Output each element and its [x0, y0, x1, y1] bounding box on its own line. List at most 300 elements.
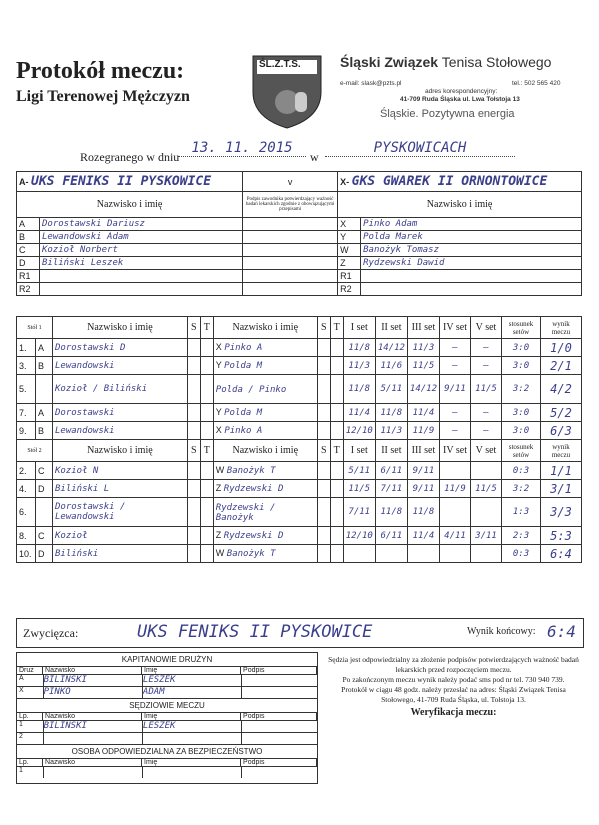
game-set-5: – [471, 357, 502, 375]
game-player-left: Dorostawski D [53, 339, 188, 357]
safety-title: OSOBA ODPOWIEDZIALNA ZA BEZPIECZEŃSTWO [17, 744, 317, 758]
game-t-left [200, 422, 213, 440]
games-table [16, 316, 582, 563]
game-set-2: 5/11 [375, 375, 407, 404]
games-col-12: stosunek setów [502, 317, 541, 339]
game-set-4 [440, 545, 471, 563]
game-player-left: Dorostawski [53, 404, 188, 422]
games-col-2: S [187, 440, 200, 462]
officials-row [17, 686, 317, 698]
game-code-left: C [36, 527, 53, 545]
game-t-left [200, 498, 213, 527]
game-code-right: W [215, 465, 227, 475]
game-set-3: 11/8 [407, 498, 439, 527]
game-player-left: Lewandowski [53, 422, 188, 440]
game-no: 1. [17, 339, 36, 357]
player-row [17, 218, 582, 231]
game-s-left [187, 404, 200, 422]
game-s-left [187, 498, 200, 527]
officials-header [17, 666, 317, 674]
game-player-right-name: Banożyk T [226, 466, 276, 476]
officials-sign [242, 687, 317, 698]
game-s-left [187, 462, 200, 480]
game-set-4: – [440, 357, 471, 375]
email: e-mail: slask@pzts.pl [340, 80, 402, 87]
game-set-4 [440, 498, 471, 527]
game-set-1: 11/8 [343, 339, 375, 357]
games-col-3: T [200, 317, 213, 339]
game-t-left [200, 462, 213, 480]
player-row [17, 257, 582, 270]
game-result: 1/0 [541, 339, 582, 357]
game-s-right [317, 462, 330, 480]
team-x-cell [338, 172, 582, 192]
game-ratio: 3:0 [502, 339, 541, 357]
officials-key: A [17, 675, 44, 686]
game-set-1: 11/8 [343, 375, 375, 404]
player-name-right [361, 283, 582, 296]
game-set-5: – [471, 404, 502, 422]
player-code-left: R1 [17, 270, 40, 283]
games-col-7: I set [343, 440, 375, 462]
officials-col-1: Nazwisko [43, 759, 142, 766]
teams-table [16, 171, 582, 296]
match-date: 13. 11. 2015 [178, 140, 306, 157]
games-header [17, 317, 582, 339]
game-set-3: 11/4 [407, 404, 439, 422]
officials-sign [242, 733, 317, 744]
game-result: 5:3 [541, 527, 582, 545]
player-sign-left [243, 244, 338, 257]
logo-text: ŚL.Z.T.S. [259, 59, 301, 70]
game-player-left: Dorostawski / Lewandowski [53, 498, 188, 527]
game-set-5: – [471, 422, 502, 440]
game-t-right [330, 357, 343, 375]
games-col-0: Stół 1 [17, 317, 53, 339]
game-code-left: A [36, 404, 53, 422]
game-player-right [213, 339, 317, 357]
game-s-right [317, 480, 330, 498]
match-place: PYSKOWICACH [325, 140, 515, 157]
officials-name: ADAM [143, 687, 242, 698]
game-t-left [200, 545, 213, 563]
officials-col-0: Lp. [17, 759, 43, 766]
game-result: 3/1 [541, 480, 582, 498]
games-col-9: III set [407, 440, 439, 462]
game-t-right [330, 498, 343, 527]
game-set-5: – [471, 339, 502, 357]
game-set-5: 11/5 [471, 480, 502, 498]
player-name-right [361, 270, 582, 283]
game-set-2: 11/8 [375, 498, 407, 527]
games-col-4: Nazwisko i imię [213, 317, 317, 339]
game-result: 2/1 [541, 357, 582, 375]
game-s-left [187, 527, 200, 545]
game-set-1: 11/4 [343, 404, 375, 422]
game-set-5 [471, 462, 502, 480]
player-code-right: Z [338, 257, 361, 270]
game-result: 5/2 [541, 404, 582, 422]
player-name-left: Biliński Leszek [40, 257, 243, 270]
game-s-left [187, 375, 200, 404]
officials-col-1: Nazwisko [43, 713, 142, 720]
verify-label: Weryfikacja meczu: [410, 707, 497, 718]
game-player-left: Kozioł / Biliński [53, 375, 188, 404]
games-col-13: wynik meczu [541, 317, 582, 339]
player-row [17, 231, 582, 244]
game-no: 4. [17, 480, 36, 498]
team-x-label: X- [340, 177, 350, 187]
referee-title: SĘDZIOWIE MECZU [17, 698, 317, 712]
game-code-left: D [36, 545, 53, 563]
player-name-right: Pinko Adam [361, 218, 582, 231]
games-col-12: stosunek setów [502, 440, 541, 462]
game-set-3: 9/11 [407, 462, 439, 480]
game-player-right-name: Polda M [224, 408, 263, 418]
game-result: 1/1 [541, 462, 582, 480]
officials-sign [242, 721, 317, 732]
game-result: 3/3 [541, 498, 582, 527]
captains-title: KAPITANOWIE DRUŻYN [121, 655, 213, 664]
winner-label: Zwycięzca: [23, 626, 79, 640]
game-set-3: 11/3 [407, 339, 439, 357]
player-name-left: Lewandowski Adam [40, 231, 243, 244]
games-col-4: Nazwisko i imię [213, 440, 317, 462]
game-t-right [330, 545, 343, 563]
officials-name: LESZEK [143, 721, 242, 732]
game-set-1: 11/3 [343, 357, 375, 375]
officials-header [17, 758, 317, 766]
officials-key: 1 [17, 767, 44, 778]
slogan: Śląskie. Pozytywna energia [380, 108, 515, 120]
page-title: Protokół meczu: [16, 58, 185, 84]
player-name-left: Kozioł Norbert [40, 244, 243, 257]
player-code-right: R2 [338, 283, 361, 296]
game-ratio: 3:2 [502, 375, 541, 404]
game-code-left: A [36, 339, 53, 357]
game-result: 4/2 [541, 375, 582, 404]
game-row [17, 422, 582, 440]
game-code-left [36, 498, 53, 527]
game-t-right [330, 375, 343, 404]
officials-name [143, 733, 242, 744]
game-t-right [330, 422, 343, 440]
org-name [340, 54, 551, 70]
player-code-left: A [17, 218, 40, 231]
game-player-right-name: Polda M [224, 361, 263, 371]
game-player-left: Kozioł [53, 527, 188, 545]
player-sign-left [243, 257, 338, 270]
game-row [17, 375, 582, 404]
game-code-right: X [215, 425, 225, 435]
game-set-4: – [440, 404, 471, 422]
game-ratio: 3:0 [502, 422, 541, 440]
game-player-right-name: Rydzewski D [223, 484, 284, 494]
game-result: 6:4 [541, 545, 582, 563]
game-set-2: 6/11 [375, 462, 407, 480]
game-t-left [200, 357, 213, 375]
player-name-right: Banożyk Tomasz [361, 244, 582, 257]
game-code-right: Y [215, 407, 225, 417]
game-code-right: Y [215, 360, 225, 370]
games-header [17, 440, 582, 462]
game-t-right [330, 527, 343, 545]
game-no: 9. [17, 422, 36, 440]
game-set-3: 14/12 [407, 375, 439, 404]
game-player-right-name: Banożyk T [226, 549, 276, 559]
name-header-left: Nazwisko i imię [17, 192, 243, 218]
game-set-4: 9/11 [440, 375, 471, 404]
game-s-right [317, 498, 330, 527]
games-col-11: V set [471, 440, 502, 462]
game-row [17, 498, 582, 527]
games-col-1: Nazwisko i imię [53, 317, 188, 339]
player-code-right: R1 [338, 270, 361, 283]
player-row [17, 244, 582, 257]
sign-header-left: Podpis zawodnika potwierdzający ważność badań lekarskich zgodnie z obowiązującymi przepisami [243, 192, 338, 218]
game-player-right [213, 498, 317, 527]
game-player-right [213, 357, 317, 375]
game-t-left [200, 339, 213, 357]
game-set-1: 5/11 [343, 462, 375, 480]
player-sign-left [243, 283, 338, 296]
safety-rows [17, 758, 317, 778]
team-a-name: UKS FENIKS II PYSKOWICE [31, 174, 212, 189]
vs-cell: v [243, 172, 338, 192]
player-code-right: X [338, 218, 361, 231]
game-no: 8. [17, 527, 36, 545]
game-code-right: W [215, 548, 227, 558]
games-col-7: I set [343, 317, 375, 339]
game-set-4: 4/11 [440, 527, 471, 545]
game-s-right [317, 375, 330, 404]
games-col-13: wynik meczu [541, 440, 582, 462]
game-ratio: 1:3 [502, 498, 541, 527]
player-name-right: Polda Marek [361, 231, 582, 244]
game-t-left [200, 375, 213, 404]
game-set-2: 11/8 [375, 404, 407, 422]
player-code-right: Y [338, 231, 361, 244]
game-s-right [317, 545, 330, 563]
game-player-right [213, 480, 317, 498]
game-player-right [213, 545, 317, 563]
game-set-3: 11/5 [407, 357, 439, 375]
addr: 41-709 Ruda Śląska ul. Lwa Tołstoja 13 [400, 96, 520, 103]
game-ratio: 2:3 [502, 527, 541, 545]
player-name-left: Dorostawski Dariusz [40, 218, 243, 231]
player-code-left: R2 [17, 283, 40, 296]
game-set-1: 11/5 [343, 480, 375, 498]
game-ratio: 3:2 [502, 480, 541, 498]
game-row [17, 545, 582, 563]
game-player-left: Lewandowski [53, 357, 188, 375]
game-set-2: 7/11 [375, 480, 407, 498]
games-col-6: T [330, 440, 343, 462]
game-s-right [317, 404, 330, 422]
player-row [17, 270, 582, 283]
game-set-2: 11/6 [375, 357, 407, 375]
game-t-left [200, 527, 213, 545]
captains-rows [17, 666, 317, 698]
game-player-right [213, 462, 317, 480]
game-s-left [187, 339, 200, 357]
officials-sign [242, 767, 317, 778]
officials-surname [44, 767, 143, 778]
game-s-left [187, 357, 200, 375]
game-ratio: 0:3 [502, 545, 541, 563]
game-player-right [213, 422, 317, 440]
officials-col-3: Podpis [241, 713, 317, 720]
officials-col-2: Imię [142, 713, 241, 720]
game-code-left [36, 375, 53, 404]
game-player-right-name: Pinko A [224, 426, 263, 436]
game-no: 5. [17, 375, 36, 404]
game-set-4 [440, 462, 471, 480]
player-row [17, 283, 582, 296]
name-header-right: Nazwisko i imię [338, 192, 582, 218]
game-player-right [213, 375, 317, 404]
game-set-2: 6/11 [375, 527, 407, 545]
games-col-6: T [330, 317, 343, 339]
game-no: 10. [17, 545, 36, 563]
game-t-left [200, 480, 213, 498]
game-player-right-name: Polda / Pinko [215, 384, 287, 395]
games-col-5: S [317, 440, 330, 462]
game-set-4: – [440, 339, 471, 357]
game-player-right-name: Pinko A [224, 343, 263, 353]
org-name-b: Tenisa Stołowego [441, 54, 552, 70]
player-name-left [40, 270, 243, 283]
game-player-left: Biliński L [53, 480, 188, 498]
game-s-right [317, 357, 330, 375]
game-s-left [187, 422, 200, 440]
game-set-2 [375, 545, 407, 563]
game-set-5: 3/11 [471, 527, 502, 545]
game-set-3: 11/9 [407, 422, 439, 440]
games-col-8: II set [375, 440, 407, 462]
addr-label: adres korespondencyjny: [425, 88, 498, 95]
final-score: 6:4 [547, 622, 576, 641]
game-code-left: B [36, 357, 53, 375]
game-t-right [330, 480, 343, 498]
player-code-left: B [17, 231, 40, 244]
team-a-cell [17, 172, 243, 192]
games-col-3: T [200, 440, 213, 462]
game-set-2: 14/12 [375, 339, 407, 357]
game-no: 2. [17, 462, 36, 480]
game-code-left: B [36, 422, 53, 440]
game-set-4: 11/9 [440, 480, 471, 498]
game-player-left: Biliński [53, 545, 188, 563]
game-row [17, 357, 582, 375]
officials-row [17, 674, 317, 686]
final-label: Wynik końcowy: [467, 626, 536, 637]
game-code-right: Z [215, 530, 224, 540]
game-s-right [317, 422, 330, 440]
page-subtitle: Ligi Terenowej Mężczyzn [16, 88, 190, 105]
game-s-left [187, 480, 200, 498]
officials-col-0: Lp. [17, 713, 43, 720]
game-s-right [317, 527, 330, 545]
game-row [17, 480, 582, 498]
game-no: 7. [17, 404, 36, 422]
winner-box [16, 618, 584, 648]
game-set-1 [343, 545, 375, 563]
officials-header [17, 712, 317, 720]
officials-box [16, 652, 318, 784]
officials-key: 2 [17, 733, 44, 744]
game-ratio: 3:0 [502, 357, 541, 375]
game-row [17, 527, 582, 545]
game-t-right [330, 339, 343, 357]
game-code-left: C [36, 462, 53, 480]
notes [325, 655, 582, 718]
game-code-right: Z [215, 483, 224, 493]
player-code-left: D [17, 257, 40, 270]
team-x-name: GKS GWAREK II ORNONTOWICE [351, 174, 548, 189]
officials-col-3: Podpis [241, 759, 317, 766]
game-player-right [213, 527, 317, 545]
officials-col-2: Imię [142, 667, 241, 674]
officials-surname: BILIŃSKI [44, 675, 143, 686]
games-col-2: S [187, 317, 200, 339]
games-col-11: V set [471, 317, 502, 339]
games-col-10: IV set [440, 317, 471, 339]
game-set-3 [407, 545, 439, 563]
officials-surname: BILIŃSKI [44, 721, 143, 732]
game-row [17, 462, 582, 480]
game-set-3: 11/4 [407, 527, 439, 545]
games-col-0: Stół 2 [17, 440, 53, 462]
tel: tel.: 502 565 420 [512, 80, 561, 87]
org-name-a: Śląski Związek [340, 54, 439, 70]
officials-col-3: Podpis [241, 667, 317, 674]
player-sign-left [243, 270, 338, 283]
officials-sign [242, 675, 317, 686]
games-col-5: S [317, 317, 330, 339]
game-set-5: 11/5 [471, 375, 502, 404]
game-set-5 [471, 498, 502, 527]
officials-surname [44, 733, 143, 744]
player-name-left [40, 283, 243, 296]
game-code-left: D [36, 480, 53, 498]
game-t-right [330, 404, 343, 422]
games-col-8: II set [375, 317, 407, 339]
played-label: Rozegranego w dniu [80, 150, 180, 164]
game-set-2: 11/3 [375, 422, 407, 440]
game-set-1: 12/10 [343, 527, 375, 545]
game-t-left [200, 404, 213, 422]
player-code-right: W [338, 244, 361, 257]
game-player-right [213, 404, 317, 422]
officials-key: 1 [17, 721, 44, 732]
game-set-1: 12/10 [343, 422, 375, 440]
officials-col-0: Druż [17, 667, 43, 674]
game-no: 6. [17, 498, 36, 527]
note-1: Sędzia jest odpowiedzialny za złożenie podpisów potwierdzających ważność badań lekarskich przed rozpoczęciem meczu. [328, 655, 579, 674]
note-3: Protokół w ciągu 48 godz. należy przesłać na adres: Śląski Związek Tenisa Stołowego, 41-709 Ruda Śląska, ul. Tołstoja 13. [341, 685, 566, 704]
note-2: Po zakończonym meczu wynik należy podać sms pod nr tel. 730 940 739. [342, 675, 565, 684]
game-t-right [330, 462, 343, 480]
player-sign-left [243, 218, 338, 231]
officials-col-2: Imię [142, 759, 241, 766]
game-set-4: – [440, 422, 471, 440]
games-col-10: IV set [440, 440, 471, 462]
game-row [17, 404, 582, 422]
game-player-left: Kozioł N [53, 462, 188, 480]
referee-rows [17, 712, 317, 744]
game-set-1: 7/11 [343, 498, 375, 527]
